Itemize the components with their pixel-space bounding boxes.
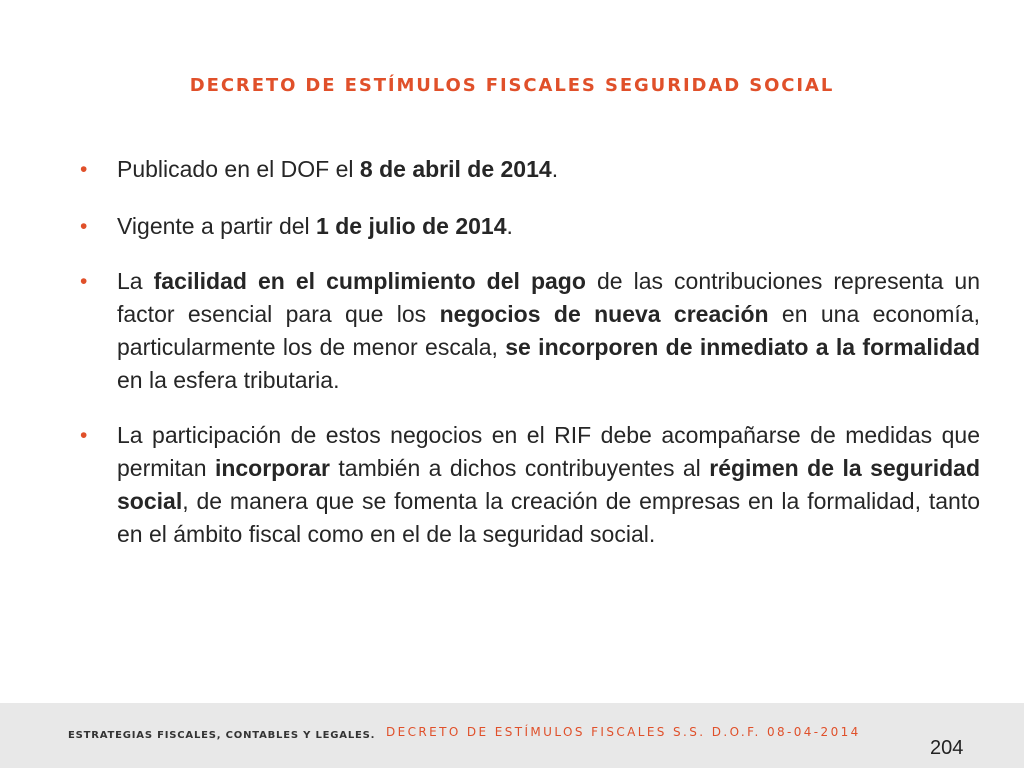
bullet-text (117, 265, 980, 397)
footer-decree-reference: DECRETO DE ESTÍMULOS FISCALES S.S. D.O.F. 08-04-2014 (386, 725, 861, 739)
text-run: en una economía, particularmente los de menor escala, (117, 301, 980, 360)
bold-run: facilidad en el cumplimiento del pago (153, 268, 586, 294)
bullet-dot-icon: • (80, 270, 88, 293)
text-run: . (551, 156, 559, 182)
text-run: Vigente a partir del (117, 213, 317, 239)
footer-company-name: ESTRATEGIAS FISCALES, CONTABLES Y LEGALES. (68, 730, 376, 741)
bullet-dot-icon: • (80, 215, 88, 238)
bullet-text (117, 153, 980, 186)
bullet-item (80, 265, 980, 397)
text-run: , de manera que se fomenta la creación de empresas en la formalidad, tanto en el ámbito fiscal como en el de la seguridad social. (117, 488, 980, 547)
text-run: en la esfera tributaria. (117, 367, 340, 393)
bold-run: 8 de abril de 2014 (359, 156, 552, 182)
bold-run: negocios de nueva creación (439, 301, 769, 327)
text-run: . (506, 213, 513, 239)
bullet-item (80, 419, 980, 551)
bullet-text (117, 419, 980, 551)
bullet-item (80, 153, 980, 186)
footer-bar (0, 703, 1024, 768)
text-run: La participación de estos negocios en el RIF debe acompañarse de medidas que permitan (117, 422, 980, 481)
bullet-dot-icon: • (80, 424, 88, 447)
text-run: de las contribuciones representa un factor esencial para que los (117, 268, 980, 327)
bullet-text (117, 210, 980, 243)
text-run: La (117, 268, 154, 294)
slide-title: DECRETO DE ESTÍMULOS FISCALES SEGURIDAD SOCIAL (189, 75, 835, 96)
bold-run: 1 de julio de 2014 (316, 213, 507, 239)
bullet-dot-icon: • (80, 158, 88, 181)
bold-run: régimen de la seguridad social (117, 455, 980, 514)
bullet-list (80, 153, 980, 551)
page-number: 204 (930, 737, 964, 759)
bold-run: se incorporen de inmediato a la formalidad (505, 334, 980, 360)
bullet-item (80, 210, 980, 243)
text-run: Publicado en el DOF el (117, 156, 360, 182)
text-run: también a dichos contribuyentes al (329, 455, 710, 481)
bold-run: incorporar (214, 455, 330, 481)
